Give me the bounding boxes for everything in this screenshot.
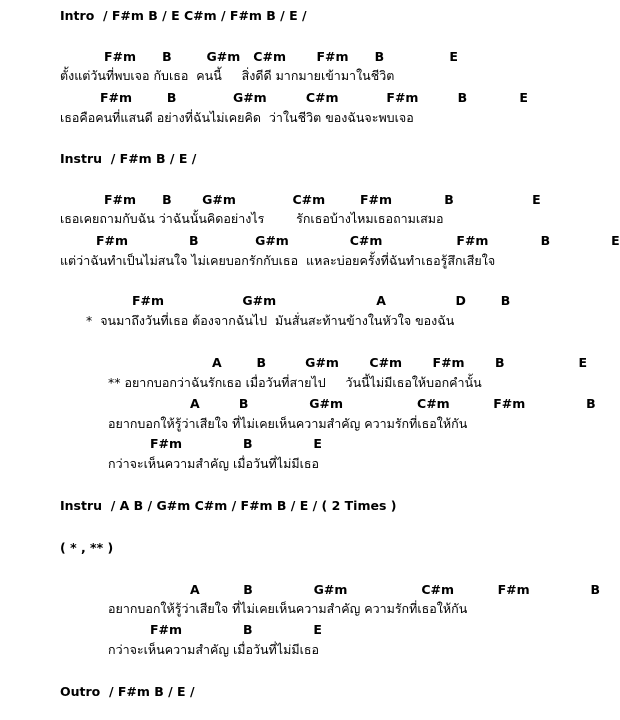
pre-chorus-chords: F#m G#m A D B (132, 293, 511, 308)
chorus2-lyric-1: อยากบอกให้รู้ว่าเสียใจ ที่ไม่เคยเห็นความสำคัญ ความรักที่เธอให้กัน (108, 601, 468, 616)
chorus2-chords-2: F#m B E (150, 622, 322, 637)
verse2-chords-1: F#m B G#m C#m F#m B E (104, 192, 541, 207)
chorus-chords-2: A B G#m C#m F#m B (190, 396, 596, 411)
outro-line: Outro / F#m B / E / (60, 684, 195, 699)
chorus-lyric-2: อยากบอกให้รู้ว่าเสียใจ ที่ไม่เคยเห็นความสำคัญ ความรักที่เธอให้กัน (108, 416, 468, 431)
verse-chords-2: F#m B G#m C#m F#m B E (100, 90, 528, 105)
verse-lyric-2: เธอคือคนที่แสนดี อย่างที่ฉันไม่เคยคิด ว่าในชีวิต ของฉันจะพบเจอ (60, 110, 414, 125)
instru-line-1: Instru / F#m B / E / (60, 151, 197, 166)
verse-chords-1: F#m B G#m C#m F#m B E (104, 49, 458, 64)
verse2-chords-2: F#m B G#m C#m F#m B E (96, 233, 620, 248)
instru-line-2: Instru / A B / G#m C#m / F#m B / E / ( 2 Times ) (60, 498, 397, 513)
chorus-lyric-3: กว่าจะเห็นความสำคัญ เมื่อวันที่ไม่มีเธอ (108, 456, 319, 471)
chorus2-chords-1: A B G#m C#m F#m B (190, 582, 601, 597)
chorus-chords-3: F#m B E (150, 436, 322, 451)
repeat-marker: ( * , ** ) (60, 540, 114, 555)
chorus-chords-1: A B G#m C#m F#m B E (212, 355, 588, 370)
verse2-lyric-2: แต่ว่าฉันทำเป็นไม่สนใจ ไม่เคยบอกรักกับเธอ แหละบ่อยครั้งที่ฉันทำเธอรู้สึกเสียใจ (60, 253, 496, 268)
verse2-lyric-1: เธอเคยถามกับฉัน ว่าฉันนั้นคิดอย่างไร รักเธอบ้างไหมเธอถามเสมอ (60, 211, 444, 226)
chorus2-lyric-2: กว่าจะเห็นความสำคัญ เมื่อวันที่ไม่มีเธอ (108, 642, 319, 657)
chorus-lyric-1: ** อยากบอกว่าฉันรักเธอ เมื่อวันที่สายไป วันนี้ไม่มีเธอให้บอกคำนั้น (108, 375, 482, 390)
pre-chorus-lyric: * จนมาถึงวันที่เธอ ต้องจากฉันไป มันสั่นสะท้านข้างในหัวใจ ของฉัน (86, 313, 455, 328)
intro-line: Intro / F#m B / E C#m / F#m B / E / (60, 8, 307, 23)
verse-lyric-1: ตั้งแต่วันที่พบเจอ กับเธอ คนนี้ สิ่งดีดี มากมายเข้ามาในชีวิต (60, 68, 395, 83)
